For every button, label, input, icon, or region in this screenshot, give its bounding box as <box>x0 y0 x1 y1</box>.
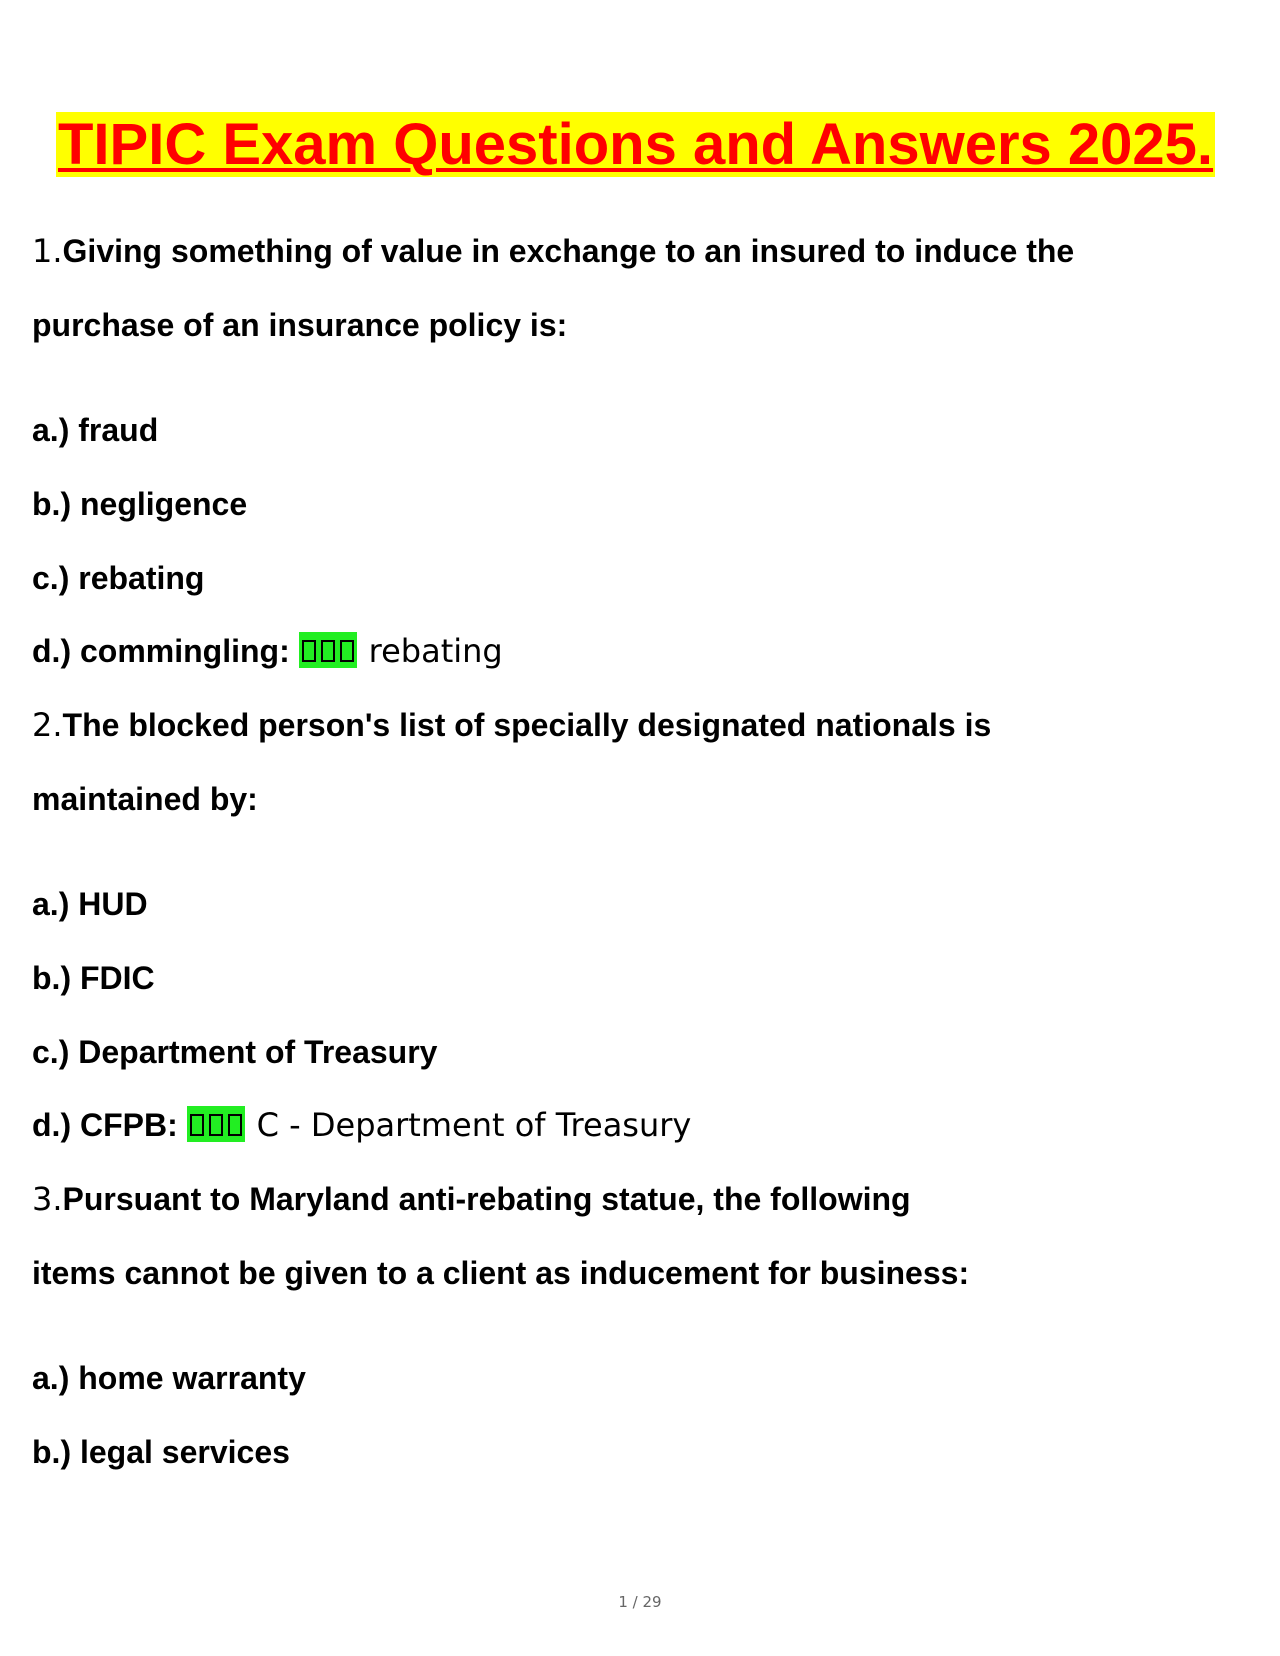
question-2-line-1 <box>32 705 991 745</box>
question-2-number: 2. <box>32 706 63 744</box>
question-3-line-2: items cannot be given to a client as inducement for business: <box>32 1255 970 1291</box>
question-2-option-d: d.) CFPB: <box>32 1107 178 1143</box>
question-2-answer: C - Department of Treasury <box>256 1106 692 1144</box>
question-1-option-d-row <box>32 631 503 671</box>
question-3-option-a: a.) home warranty <box>32 1360 306 1396</box>
title-text: TIPIC Exam Questions and Answers 2025. <box>58 112 1214 177</box>
question-1-number: 1. <box>32 232 63 270</box>
page-indicator: 1 / 29 <box>618 1593 662 1611</box>
answer-marker-icon <box>299 632 357 668</box>
question-1-line-1 <box>32 231 1074 271</box>
question-2-option-d-row <box>32 1105 691 1145</box>
question-2-option-b: b.) FDIC <box>32 960 155 996</box>
question-3-text: Pursuant to Maryland anti-rebating statue, the following <box>62 1181 911 1217</box>
question-3-line-1 <box>32 1179 911 1219</box>
question-3-option-b: b.) legal services <box>32 1434 290 1470</box>
question-1-answer: rebating <box>368 632 503 670</box>
question-1-line-2: purchase of an insurance policy is: <box>32 307 568 343</box>
question-2-text: The blocked person's list of specially designated nationals is <box>62 707 992 743</box>
question-1-option-a: a.) fraud <box>32 412 159 448</box>
document-title <box>56 112 1215 178</box>
question-1-text: Giving something of value in exchange to an insured to induce the <box>62 233 1075 269</box>
question-1-option-b: b.) negligence <box>32 486 248 522</box>
question-2-line-2: maintained by: <box>32 781 258 817</box>
question-2-option-a: a.) HUD <box>32 886 148 922</box>
answer-marker-icon <box>187 1106 245 1142</box>
question-3-number: 3. <box>32 1180 63 1218</box>
question-2-option-c: c.) Department of Treasury <box>32 1034 438 1070</box>
question-1-option-c: c.) rebating <box>32 560 205 596</box>
question-1-option-d: d.) commingling: <box>32 633 290 669</box>
